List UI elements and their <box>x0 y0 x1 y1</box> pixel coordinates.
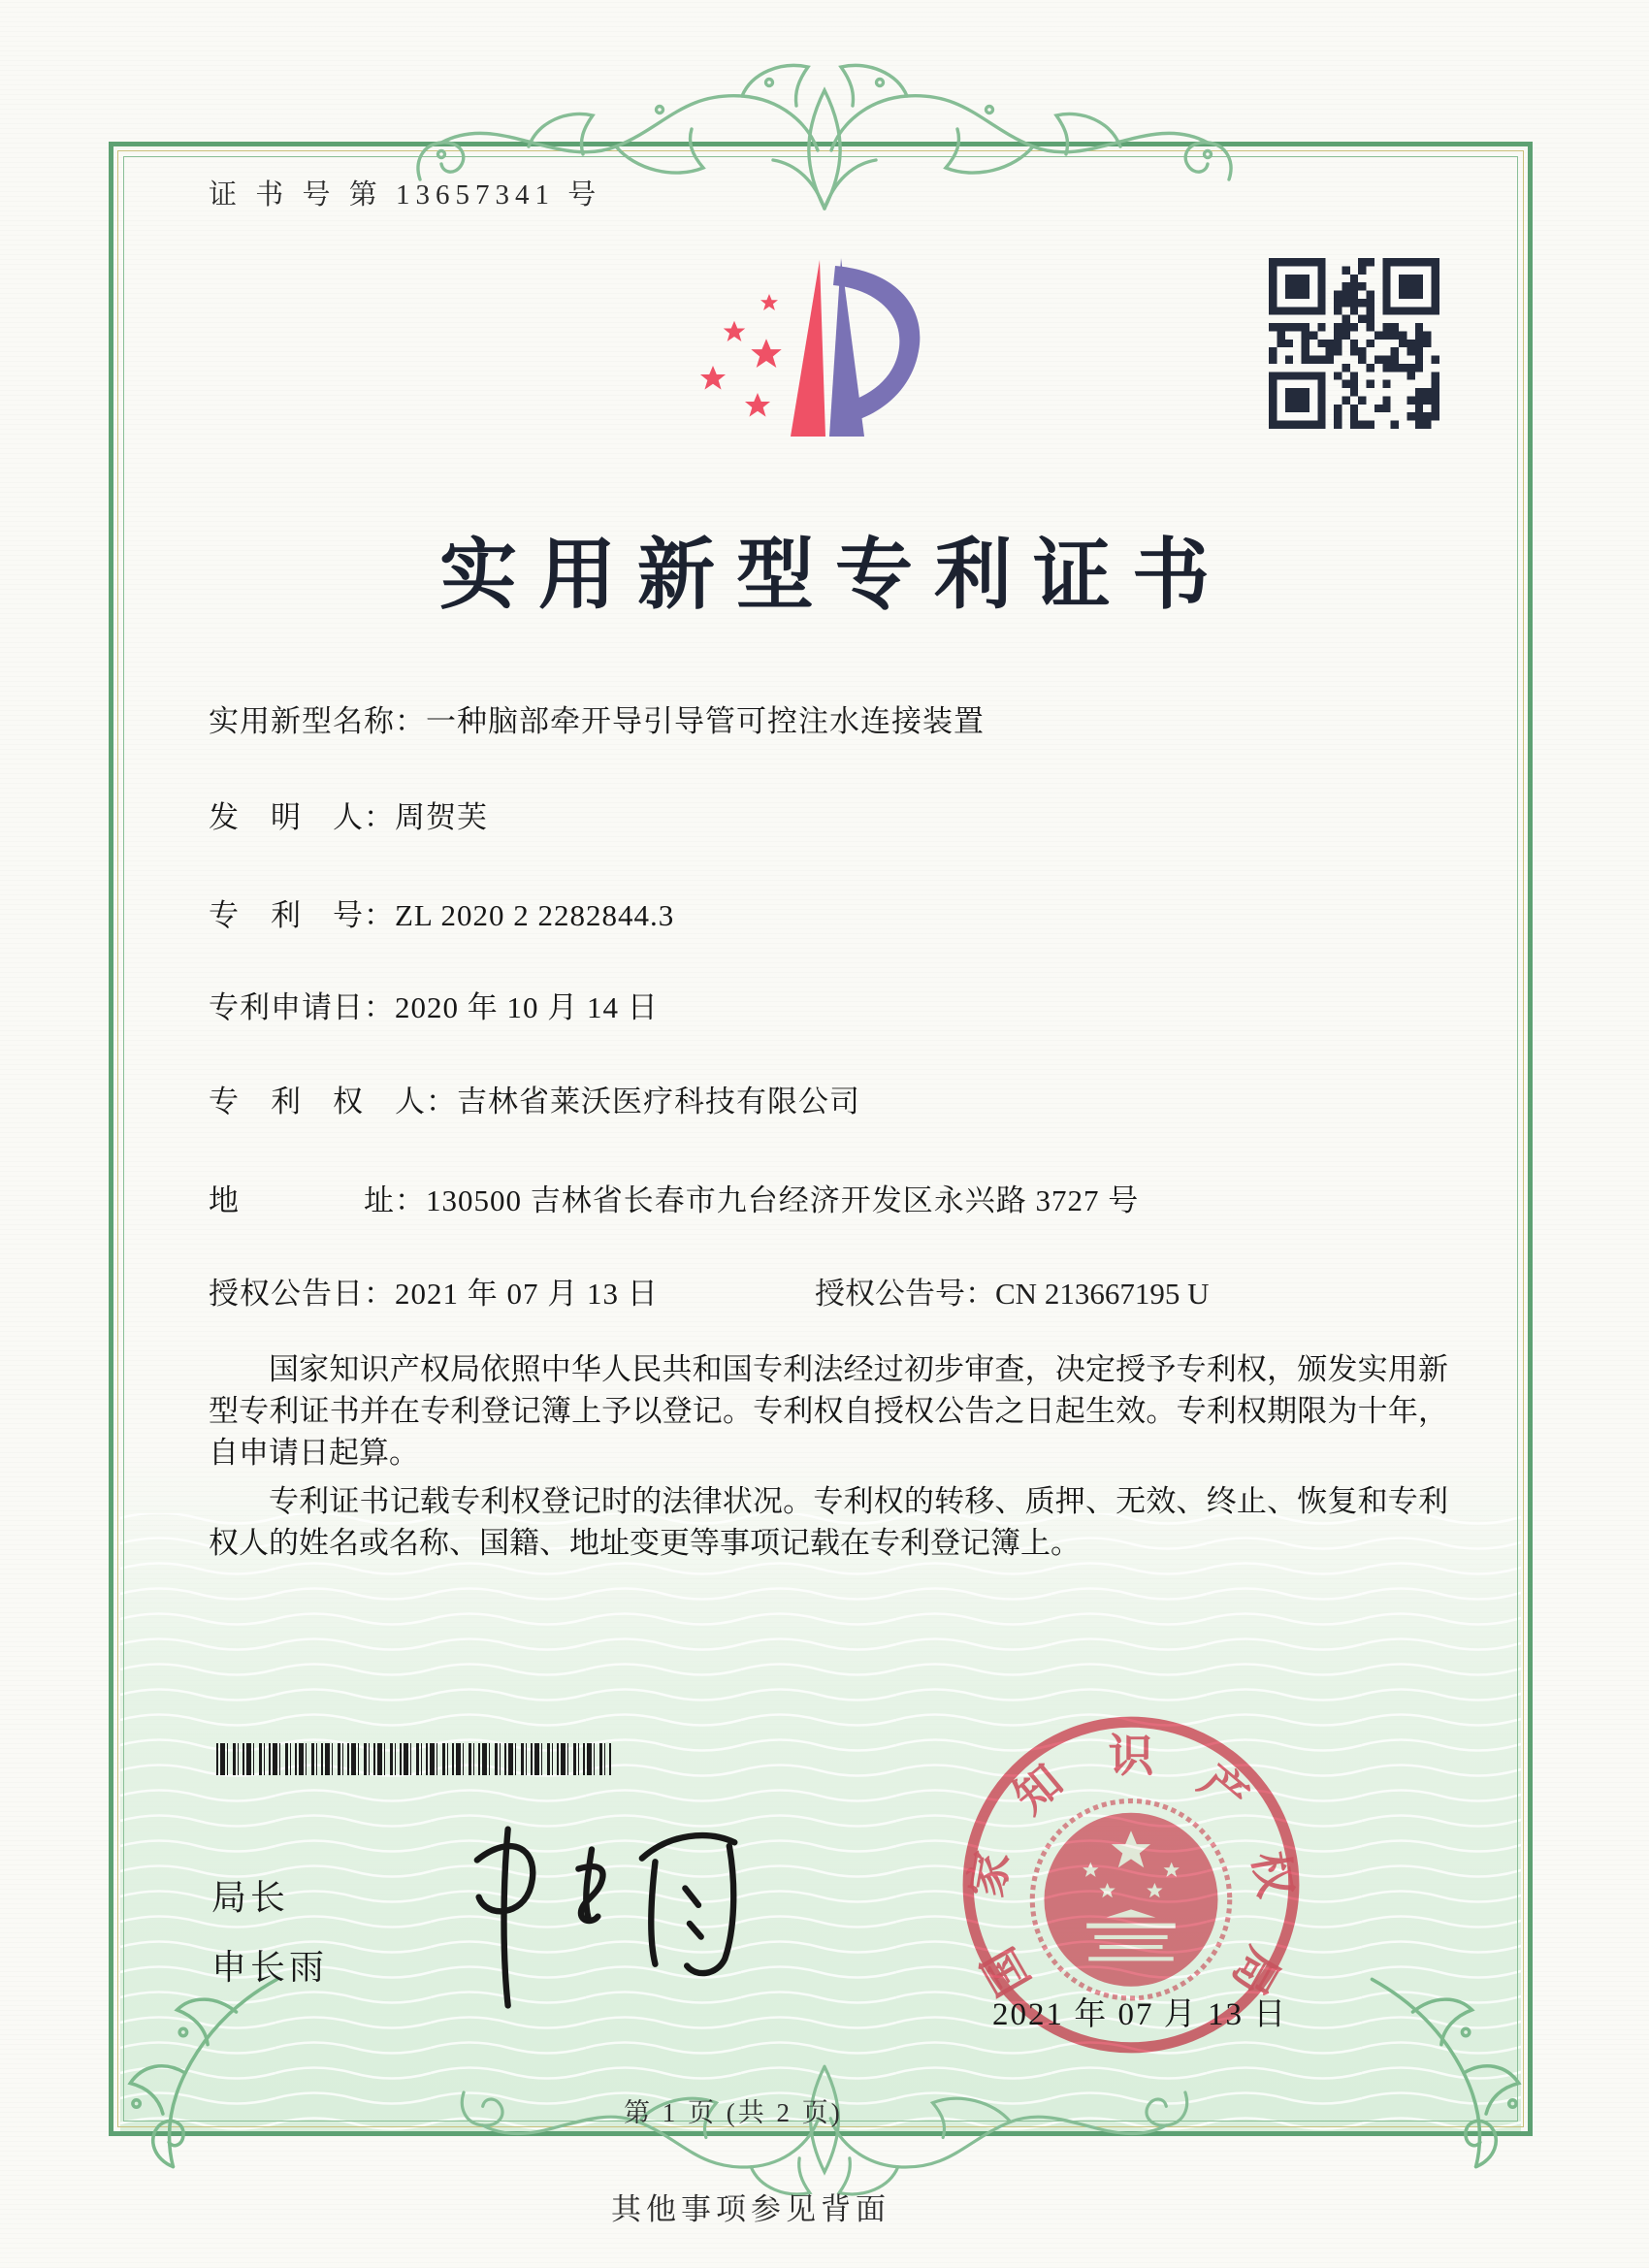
cnipa-patent-logo <box>672 243 944 456</box>
legal-paragraph-2: 专利证书记载专利权登记时的法律状况。专利权的转移、质押、无效、终止、恢复和专利权人的姓名或名称、国籍、地址变更等事项记载在专利登记簿上。 <box>209 1484 1448 1560</box>
field-utility-model-name <box>209 697 985 740</box>
field-value: 2020 年 10 月 14 日 <box>395 990 659 1024</box>
signature-strokes <box>407 1816 776 2010</box>
barcode <box>216 1743 612 1775</box>
patent-logo-graphic <box>672 243 944 456</box>
seal-national-emblem <box>1032 1801 1229 1998</box>
qr-code <box>1269 258 1439 429</box>
field-value: CN 213667195 U <box>995 1277 1210 1311</box>
field-value: ZL 2020 2 2282844.3 <box>395 898 675 932</box>
field-label: 实用新型名称： <box>209 704 426 738</box>
qr-code-graphic <box>1269 258 1439 429</box>
field-patentee <box>209 1077 860 1120</box>
field-value: 130500 吉林省长春市九台经济开发区永兴路 3727 号 <box>426 1183 1140 1217</box>
seal-char: 局 <box>1221 1938 1289 2004</box>
seal-char: 国 <box>973 1938 1041 2004</box>
field-label: 授权公告日： <box>209 1277 395 1311</box>
issuer-role-label: 局长 <box>211 1878 290 1917</box>
page-title: 实用新型专利证书 <box>439 534 1231 619</box>
legal-paragraph-1: 国家知识产权局依照中华人民共和国专利法经过初步审查，决定授予专利权，颁发实用新型专利证书并在专利登记簿上予以登记。专利权自授权公告之日起生效。专利权期限为十年，自申请日起算。 <box>209 1352 1448 1470</box>
field-value: 吉林省莱沃医疗科技有限公司 <box>457 1085 860 1118</box>
field-label: 专 利 权 人： <box>209 1085 457 1118</box>
legal-statement <box>209 1348 1448 1564</box>
field-value: 周贺芙 <box>395 800 488 834</box>
page-number: 第 1 页 (共 2 页) <box>624 2098 843 2127</box>
field-label: 地 址： <box>209 1183 426 1217</box>
issuer-name-label: 申长雨 <box>211 1948 329 1987</box>
field-patent-number <box>209 891 674 934</box>
field-address <box>209 1176 1139 1219</box>
field-grant-number <box>815 1269 1209 1312</box>
certificate-number: 证 书 号 第 13657341 号 <box>209 179 602 211</box>
seal-char: 识 <box>1108 1732 1154 1783</box>
seal-char: 权 <box>1243 1847 1301 1901</box>
seal-char: 产 <box>1189 1756 1257 1824</box>
field-label: 专 利 号： <box>209 898 395 932</box>
field-label: 专利申请日： <box>209 990 395 1024</box>
field-label: 发 明 人： <box>209 800 395 834</box>
back-side-note: 其他事项参见背面 <box>611 2192 890 2226</box>
seal-char: 知 <box>1005 1756 1073 1824</box>
field-value: 一种脑部牵开导引导管可控注水连接装置 <box>426 704 985 738</box>
seal-date: 2021 年 07 月 13 日 <box>992 1997 1288 2032</box>
field-application-date <box>209 983 659 1026</box>
field-inventor <box>209 793 488 836</box>
director-signature <box>407 1816 776 2010</box>
field-value: 2021 年 07 月 13 日 <box>395 1277 659 1311</box>
field-grant-date <box>209 1269 659 1312</box>
field-label: 授权公告号： <box>815 1277 995 1311</box>
seal-char: 家 <box>961 1847 1019 1901</box>
